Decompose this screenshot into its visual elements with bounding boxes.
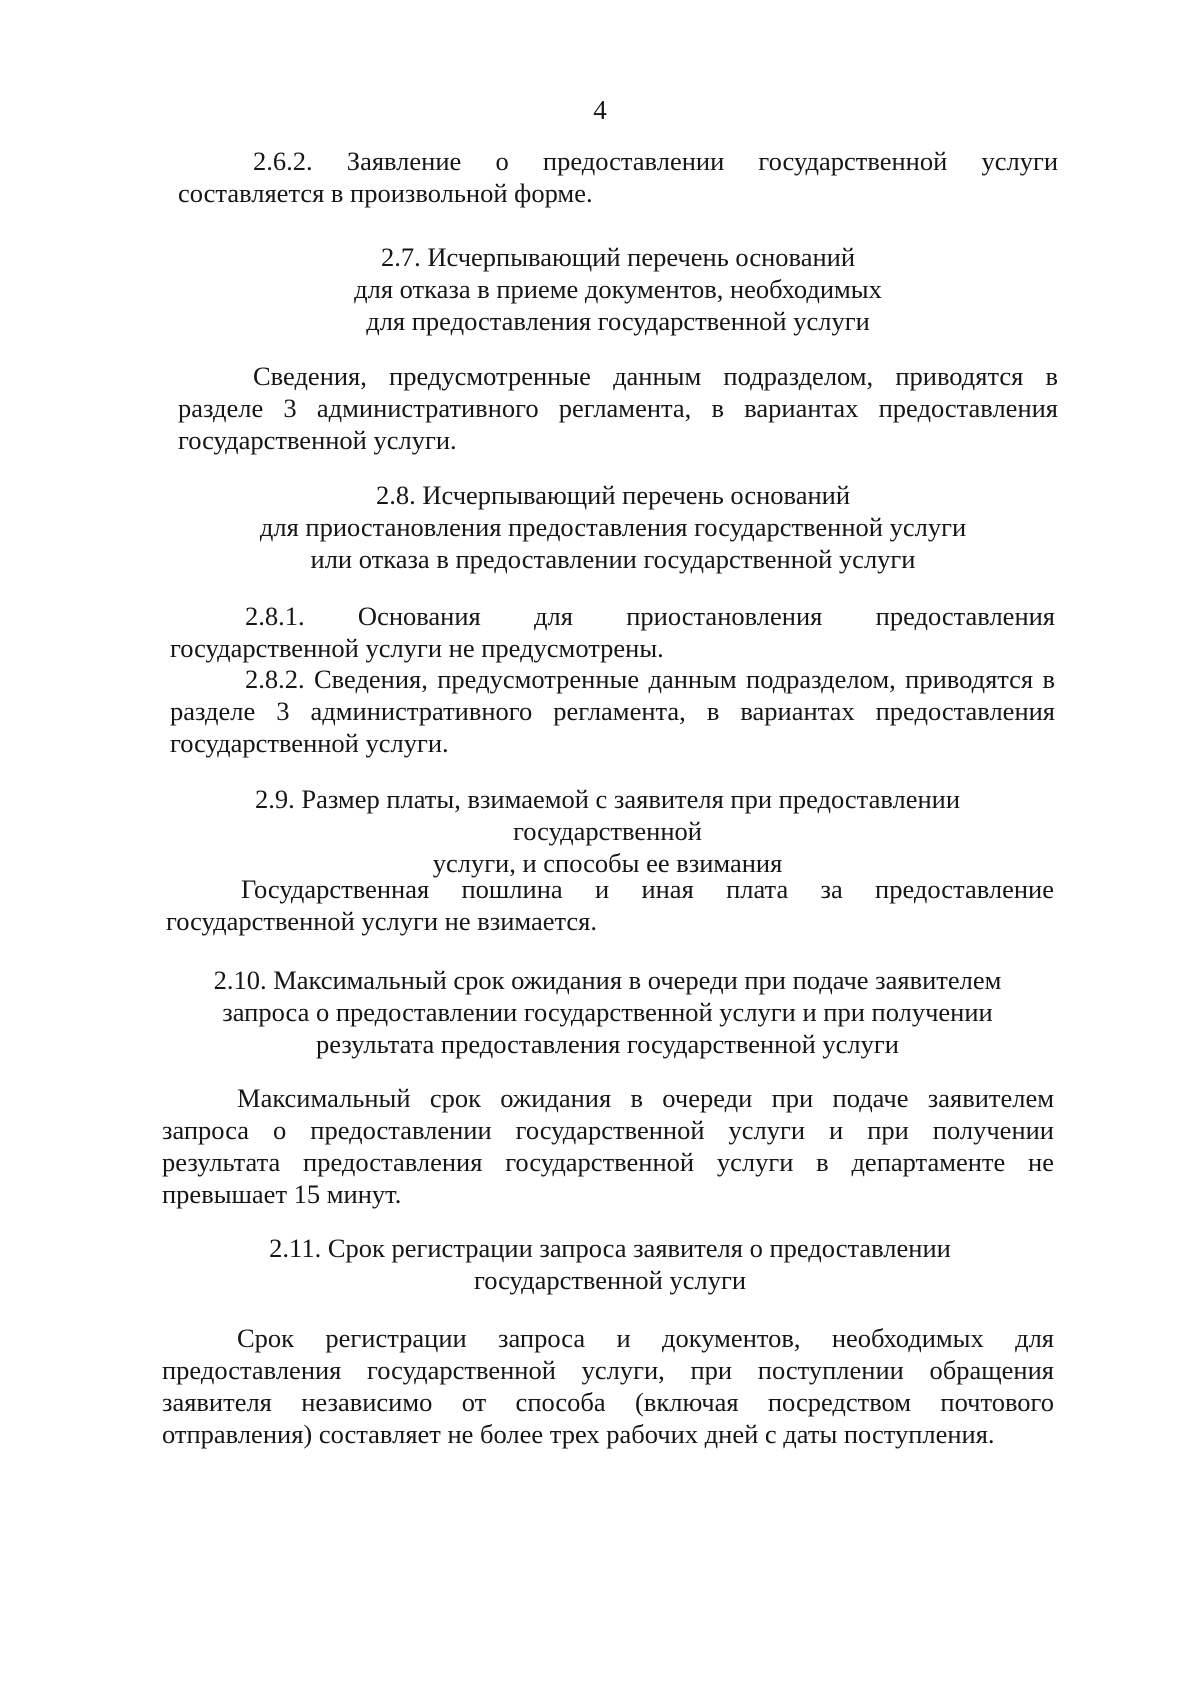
heading-2-7-line-1: 2.7. Исчерпывающий перечень оснований	[380, 242, 856, 272]
paragraph-2-6-2: 2.6.2. Заявление о предоставлении государственной услуги составляется в произвольной форме.	[178, 146, 1058, 208]
heading-2-11-line-1: 2.11. Срок регистрации запроса заявителя о предоставлении	[269, 1233, 951, 1263]
heading-2-9	[160, 783, 1055, 879]
heading-2-9-line-1: 2.9. Размер платы, взимаемой с заявителя при предоставлении государственной	[254, 784, 961, 846]
heading-2-10-line-1: 2.10. Максимальный срок ожидания в очереди при подаче заявителем	[213, 965, 1002, 995]
paragraph-2-11: Срок регистрации запроса и документов, необходимых для предоставления государственной услуги, при поступлении обращения заявителя независимо от способа (включая посредством почтового отправления) составляет не более трех рабочих дней с даты поступления.	[162, 1323, 1054, 1449]
page-number: 4	[593, 95, 607, 125]
paragraph-2-7: Сведения, предусмотренные данным подразделом, приводятся в разделе 3 административного регламента, в вариантах предоставления государственной услуги.	[178, 361, 1058, 455]
heading-2-11-line-2: государственной услуги	[473, 1265, 747, 1295]
heading-2-8-line-3: или отказа в предоставлении государственной услуги	[310, 544, 916, 574]
heading-2-7-line-3: для предоставления государственной услуги	[366, 306, 870, 336]
heading-2-9-line-2: услуги, и способы ее взимания	[432, 848, 783, 878]
paragraph-2-9: Государственная пошлина и иная плата за предоставление государственной услуги не взимается.	[166, 874, 1054, 936]
heading-2-8-line-2: для приостановления предоставления государственной услуги	[259, 512, 967, 542]
heading-2-8	[168, 479, 1058, 575]
paragraph-2-8-1: 2.8.1. Основания для приостановления предоставления государственной услуги не предусмотрены.	[170, 601, 1055, 663]
heading-2-10	[160, 964, 1055, 1060]
heading-2-10-line-3: результата предоставления государственной услуги	[316, 1029, 899, 1059]
heading-2-7	[178, 241, 1058, 337]
heading-2-7-line-2: для отказа в приеме документов, необходимых	[354, 274, 882, 304]
heading-2-11	[165, 1232, 1055, 1296]
paragraph-2-8-2: 2.8.2. Сведения, предусмотренные данным подразделом, приводятся в разделе 3 административного регламента, в вариантах предоставления государственной услуги.	[170, 664, 1055, 758]
heading-2-10-line-2: запроса о предоставлении государственной услуги и при получении	[222, 997, 993, 1027]
paragraph-2-10: Максимальный срок ожидания в очереди при подаче заявителем запроса о предоставлении государственной услуги и при получении результата предоставления государственной услуги в департаменте не превышает 15 минут.	[162, 1083, 1054, 1209]
heading-2-8-line-1: 2.8. Исчерпывающий перечень оснований	[375, 480, 851, 510]
